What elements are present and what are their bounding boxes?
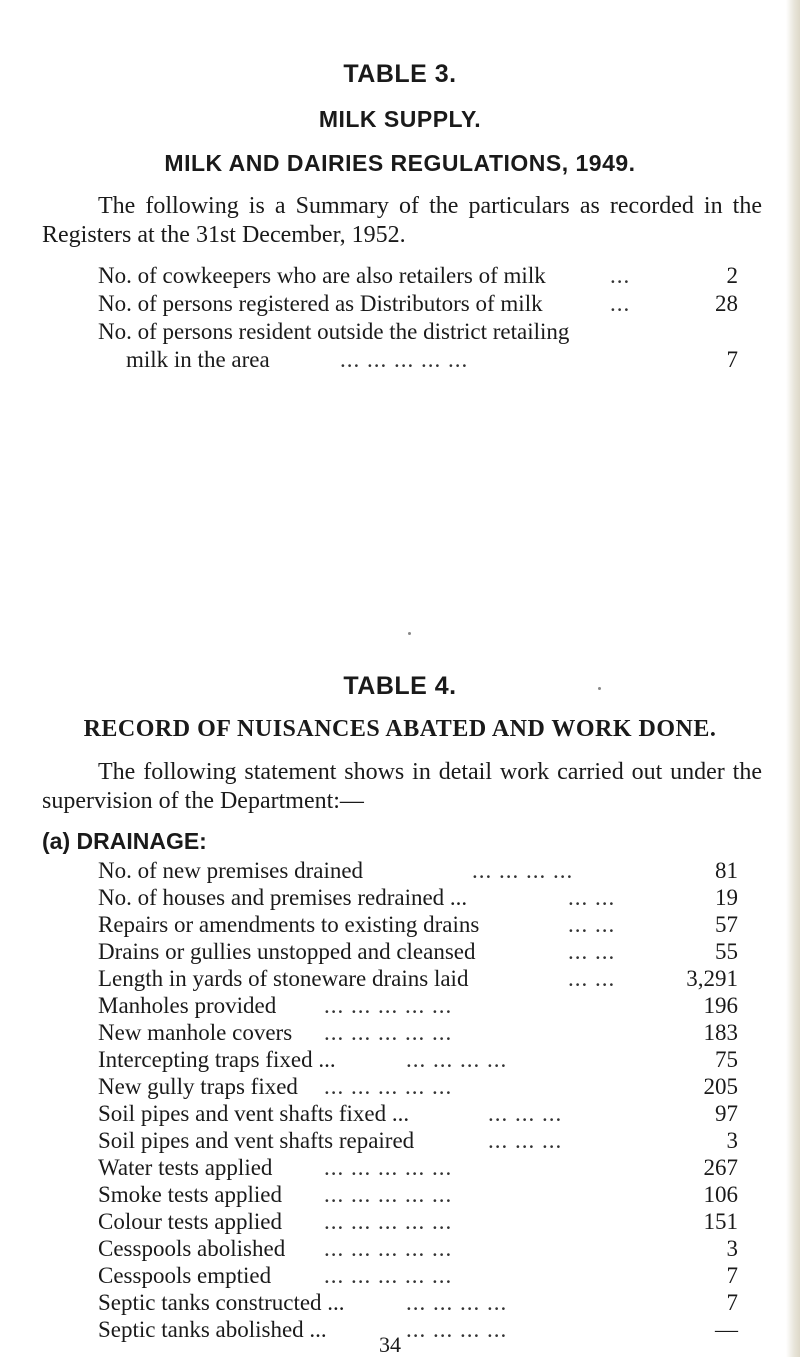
row-value: 3 [726, 1236, 738, 1261]
drainage-row [98, 1235, 738, 1262]
row-label: Repairs or amendments to existing drains [98, 912, 480, 937]
row-label: Cesspools abolished [98, 1236, 286, 1261]
row-label: Intercepting traps fixed ... [98, 1047, 336, 1072]
drainage-row [98, 1289, 738, 1316]
row-value: 2 [726, 263, 738, 288]
page-number: 34 [379, 1332, 401, 1357]
row-value: 196 [703, 993, 738, 1018]
leader-dots: ... ... ... ... ... [324, 1155, 453, 1180]
drainage-row [98, 1100, 738, 1127]
leader-dots: ... ... ... ... [472, 858, 574, 883]
leader-dots: ... ... ... ... ... [324, 1236, 453, 1261]
leader-dots: ... ... [568, 939, 616, 964]
row-value: 106 [703, 1182, 738, 1207]
row-label: Septic tanks abolished ... [98, 1317, 327, 1342]
drainage-row [98, 857, 738, 884]
leader-dots: ... ... ... [488, 1128, 563, 1153]
row-value: 7 [726, 1263, 738, 1288]
drainage-row [98, 884, 738, 911]
row-value: 81 [715, 858, 738, 883]
row-value: 28 [715, 291, 738, 316]
row-value: 7 [726, 1290, 738, 1315]
row-label: No. of persons registered as Distributors of milk [98, 291, 543, 316]
leader-dots: ... ... ... ... [406, 1317, 508, 1342]
table4-title: TABLE 4. [343, 672, 457, 700]
drainage-row [98, 1046, 738, 1073]
leader-dots: ... ... [568, 966, 616, 991]
drainage-row [98, 1073, 738, 1100]
drainage-row [98, 1019, 738, 1046]
drainage-row [98, 965, 738, 992]
table3-regulation: MILK AND DAIRIES REGULATIONS, 1949. [164, 150, 636, 176]
row-label: milk in the area [126, 347, 270, 372]
table3-intro: The following is a Summary of the particulars as recorded in the Registers at the 31st December, 1952. [42, 193, 762, 248]
leader-dots: ... ... ... [488, 1101, 563, 1126]
row-label: New manhole covers [98, 1020, 293, 1045]
drainage-row [98, 911, 738, 938]
row-value: 75 [715, 1047, 738, 1072]
leader-dots: ... ... ... ... [406, 1047, 508, 1072]
leader-dots: ... ... ... ... ... [324, 1209, 453, 1234]
table4-intro: The following statement shows in detail work carried out under the supervision of the Department:— [42, 759, 762, 814]
table3-subtitle: MILK SUPPLY. [318, 106, 482, 132]
row-label: Length in yards of stoneware drains laid [98, 966, 469, 991]
row-value: 97 [715, 1101, 738, 1126]
row-value: 57 [715, 912, 738, 937]
drainage-row [98, 1127, 738, 1154]
leader-dots: ... ... ... ... ... [324, 1263, 453, 1288]
row-label: Colour tests applied [98, 1209, 282, 1234]
row-label: Septic tanks constructed ... [98, 1290, 345, 1315]
row-label: Cesspools emptied [98, 1263, 272, 1288]
row-label: Manholes provided [98, 993, 277, 1018]
row-value: — [715, 1317, 738, 1342]
leader-dots: ... ... [568, 885, 616, 910]
row-value: 183 [703, 1020, 738, 1045]
leader-dots: ... ... ... ... ... [324, 1182, 453, 1207]
row-value: 3,291 [686, 966, 738, 991]
row-label: Drains or gullies unstopped and cleansed [98, 939, 476, 964]
drainage-row [98, 992, 738, 1019]
leader-dots: ... [610, 291, 631, 316]
leader-dots: ... ... ... ... ... [324, 993, 453, 1018]
leader-dots: ... [610, 263, 631, 288]
row-value: 7 [726, 347, 738, 372]
row-value: 55 [715, 939, 738, 964]
row-label: No. of new premises drained [98, 858, 364, 883]
leader-dots: ... ... ... ... ... [324, 1020, 453, 1045]
leader-dots: ... ... [568, 912, 616, 937]
row-value: 151 [703, 1209, 738, 1234]
table3-row [98, 318, 738, 345]
row-label: No. of persons resident outside the district retailing [98, 319, 570, 344]
row-label: New gully traps fixed [98, 1074, 298, 1099]
row-value: 3 [726, 1128, 738, 1153]
row-label: Water tests applied [98, 1155, 273, 1180]
table3-title: TABLE 3. [343, 60, 457, 88]
drainage-row [98, 1181, 738, 1208]
drainage-row [98, 1262, 738, 1289]
row-label: No. of houses and premises redrained ... [98, 885, 468, 910]
table4-subtitle: RECORD OF NUISANCES ABATED AND WORK DONE. [83, 716, 717, 742]
leader-dots: ... ... ... ... ... [324, 1074, 453, 1099]
row-label: Soil pipes and vent shafts repaired [98, 1128, 415, 1153]
table3-row [126, 346, 738, 373]
row-label: Soil pipes and vent shafts fixed ... [98, 1101, 410, 1126]
leader-dots: ... ... ... ... [406, 1290, 508, 1315]
row-value: 205 [703, 1074, 738, 1099]
leader-dots: ... ... ... ... ... [340, 347, 469, 372]
table3-row [98, 262, 738, 289]
table3-row [98, 290, 738, 317]
drainage-section-label: (a) DRAINAGE: [42, 828, 207, 854]
drainage-row [98, 938, 738, 965]
row-value: 19 [715, 885, 738, 910]
drainage-row [98, 1208, 738, 1235]
drainage-row [98, 1154, 738, 1181]
row-value: 267 [703, 1155, 738, 1180]
row-label: No. of cowkeepers who are also retailers of milk [98, 263, 546, 288]
paper-speck [408, 632, 411, 635]
row-label: Smoke tests applied [98, 1182, 282, 1207]
